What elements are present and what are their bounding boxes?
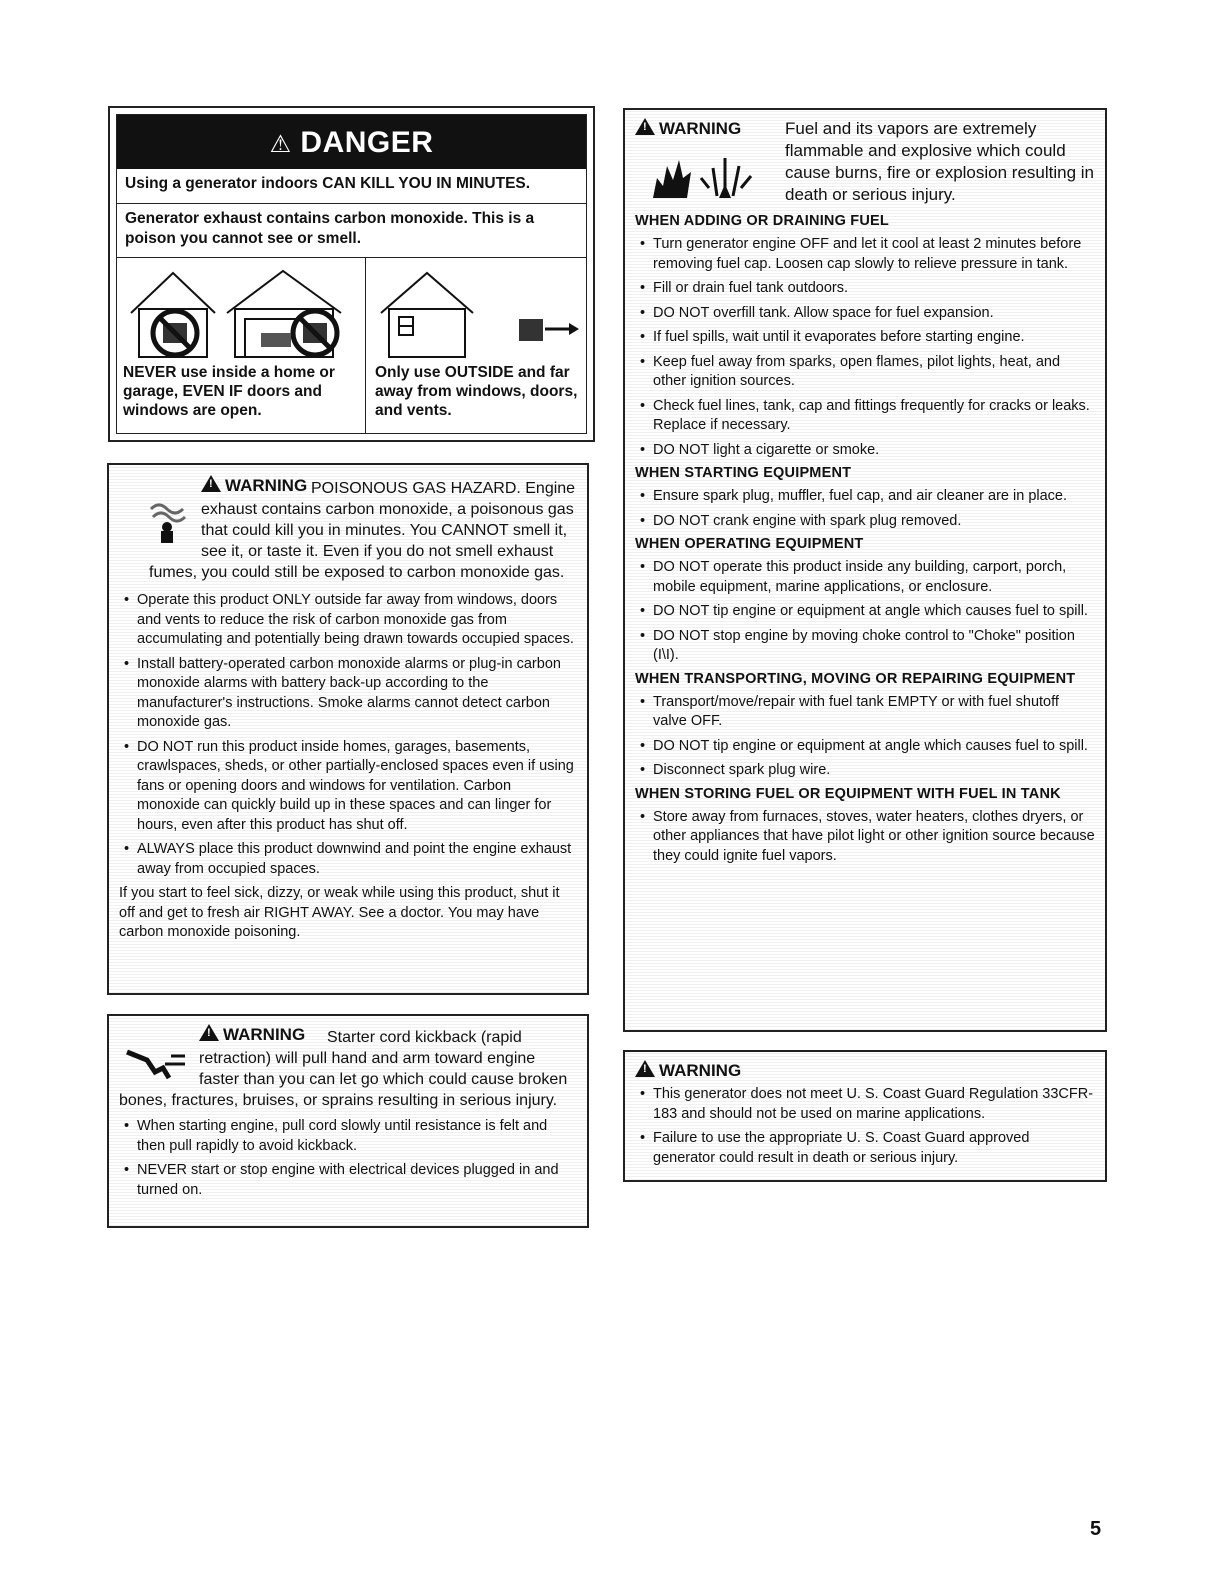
outdoor-use-pictogram	[373, 263, 593, 361]
list-item: • DO NOT tip engine or equipment at angle which causes fuel to spill.	[635, 602, 1095, 622]
warning-triangle-icon	[635, 118, 655, 135]
danger-line-1: Using a generator indoors CAN KILL YOU IN MINUTES.	[125, 175, 531, 192]
danger-header: ⚠ DANGER	[117, 115, 586, 169]
list-item: • Store away from furnaces, stoves, water heaters, clothes dryers, or other appliances that have pilot light or other ignition source because they could ignite fuel vapors.	[635, 808, 1095, 867]
coast-guard-warning-box	[623, 1050, 1107, 1182]
list-item: • Transport/move/repair with fuel tank EMPTY or with fuel shutoff valve OFF.	[635, 693, 1095, 732]
kickback-warning-list	[119, 1117, 577, 1200]
kickback-warning-box	[107, 1014, 589, 1228]
warning-triangle-icon	[201, 475, 221, 492]
fuel-warning-title: !WARNING	[635, 119, 741, 138]
list-item: • Ensure spark plug, muffler, fuel cap, and air cleaner are in place.	[635, 487, 1095, 507]
list-item: • This generator does not meet U. S. Coast Guard Regulation 33CFR-183 and should not be used on marine applications.	[635, 1085, 1095, 1124]
list-item: • DO NOT overfill tank. Allow space for fuel expansion.	[635, 304, 1095, 324]
list-item: • Fill or drain fuel tank outdoors.	[635, 279, 1095, 299]
coast-guard-warning-list	[635, 1085, 1095, 1168]
warning-triangle-icon	[199, 1024, 219, 1041]
list-item: • Turn generator engine OFF and let it cool at least 2 minutes before removing fuel cap. Loosen cap slowly to relieve pressure in tank.	[635, 235, 1095, 274]
no-indoor-use-pictogram	[123, 263, 359, 361]
gas-warning-headline: POISONOUS GAS HAZARD. Engine exhaust contains carbon monoxide, a poisonous gas that could kill you in minutes. You CANNOT smell it, see it, or taste it. Even if you do not smell exhaust fumes, you could still be exposed to carbon monoxide gas.	[149, 480, 576, 581]
list-item: • Disconnect spark plug wire.	[635, 761, 1095, 781]
fuel-warning-headline: Fuel and its vapors are extremely flammable and explosive which could cause burns, fire or explosion resulting in death or serious injury.	[785, 119, 1094, 204]
gas-warning-title: !WARNING	[201, 476, 307, 495]
cord-kickback-icon	[125, 1046, 189, 1086]
coast-guard-warning-title: !WARNING	[635, 1060, 1095, 1081]
section-heading: WHEN ADDING OR DRAINING FUEL	[635, 213, 889, 229]
list-item: • Failure to use the appropriate U. S. Coast Guard approved generator could result in death or serious injury.	[635, 1129, 1095, 1168]
list-item: • ALWAYS place this product downwind and point the engine exhaust away from occupied spaces.	[119, 840, 577, 879]
fuel-warning-box	[623, 108, 1107, 1032]
list-item: • Keep fuel away from sparks, open flames, pilot lights, heat, and other ignition sources.	[635, 353, 1095, 392]
list-item: • DO NOT run this product inside homes, garages, basements, crawlspaces, sheds, or other partially-enclosed spaces even if using fans or opening doors and windows for ventilation. Carbon monoxide can quickly build up in these spaces and can linger for hours, even after this product has shut off.	[119, 738, 577, 836]
section-heading: WHEN OPERATING EQUIPMENT	[635, 536, 864, 552]
section-heading: WHEN STARTING EQUIPMENT	[635, 465, 852, 481]
gas-warning-box	[107, 463, 589, 995]
danger-caption-right: Only use OUTSIDE and far away from windows, doors, and vents.	[375, 364, 578, 419]
list-item: • If fuel spills, wait until it evaporates before starting engine.	[635, 328, 1095, 348]
page-number: 5	[1090, 1518, 1102, 1540]
list-item: • NEVER start or stop engine with electrical devices plugged in and turned on.	[119, 1161, 577, 1200]
list-item: • DO NOT operate this product inside any building, carport, porch, mobile equipment, marine applications, or enclosure.	[635, 558, 1095, 597]
section-list	[635, 235, 1095, 460]
section-list	[635, 808, 1095, 867]
list-item: • DO NOT stop engine by moving choke control to "Choke" position (I\I).	[635, 627, 1095, 666]
fire-explosion-icon	[647, 148, 777, 200]
danger-caption-left: NEVER use inside a home or garage, EVEN IF doors and windows are open.	[123, 364, 335, 419]
section-heading: WHEN STORING FUEL OR EQUIPMENT WITH FUEL IN TANK	[635, 785, 1061, 802]
warning-triangle-icon	[635, 1060, 655, 1077]
section-list	[635, 558, 1095, 666]
kickback-warning-headline: Starter cord kickback (rapid retraction) will pull hand and arm toward engine faster than you can let go which could cause broken bones, fractures, bruises, or sprains resulting in serious injury.	[119, 1029, 568, 1109]
kickback-warning-title: !WARNING	[199, 1025, 305, 1044]
list-item: • When starting engine, pull cord slowly until resistance is felt and then pull rapidly to avoid kickback.	[119, 1117, 577, 1156]
list-item: • Operate this product ONLY outside far away from windows, doors and vents to reduce the risk of carbon monoxide gas from accumulating and potentially being drawn towards occupied spaces.	[119, 591, 577, 650]
list-item: • Install battery-operated carbon monoxide alarms or plug-in carbon monoxide alarms with battery back-up according to the manufacturer's instructions. Smoke alarms cannot detect carbon monoxide gas.	[119, 655, 577, 733]
exhaust-fumes-icon	[147, 499, 191, 545]
gas-warning-list	[119, 591, 577, 879]
danger-line-2: Generator exhaust contains carbon monoxide. This is a poison you cannot see or smell.	[125, 210, 535, 247]
section-list	[635, 693, 1095, 781]
danger-box	[108, 106, 595, 442]
section-heading: WHEN TRANSPORTING, MOVING OR REPAIRING EQUIPMENT	[635, 670, 1076, 687]
gas-warning-footer: If you start to feel sick, dizzy, or weak while using this product, shut it off and get to fresh air RIGHT AWAY. See a doctor. You may have carbon monoxide poisoning.	[119, 885, 560, 940]
warning-triangle-icon: ⚠	[269, 131, 292, 158]
section-list	[635, 487, 1095, 531]
list-item: • DO NOT light a cigarette or smoke.	[635, 441, 1095, 461]
list-item: • DO NOT crank engine with spark plug removed.	[635, 512, 1095, 532]
list-item: • Check fuel lines, tank, cap and fittings frequently for cracks or leaks. Replace if necessary.	[635, 397, 1095, 436]
list-item: • DO NOT tip engine or equipment at angle which causes fuel to spill.	[635, 737, 1095, 757]
